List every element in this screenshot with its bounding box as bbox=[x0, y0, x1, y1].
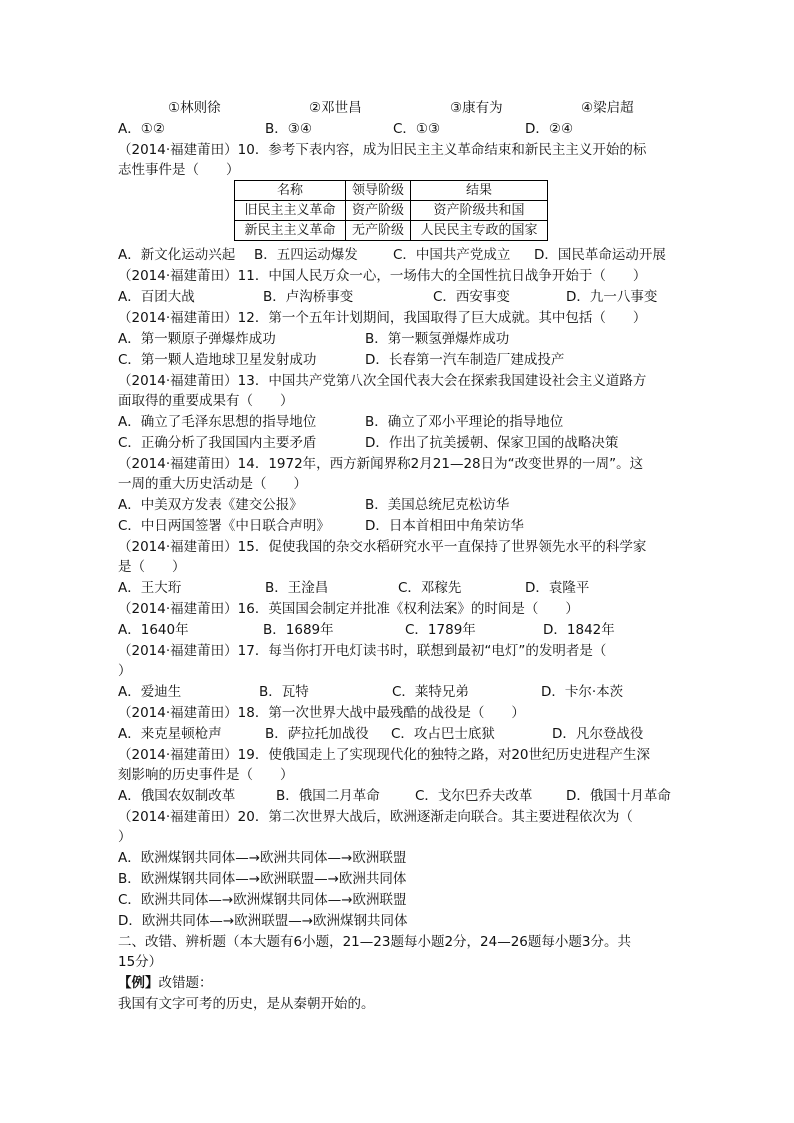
q10-stem-cont: 志性事件是（ ） bbox=[118, 162, 240, 178]
q17-option-b[interactable]: B．瓦特 bbox=[259, 684, 309, 700]
q20-option-a[interactable]: A．欧洲煤钢共同体—→欧洲共同体—→欧洲联盟 bbox=[118, 850, 407, 866]
table-cell: 人民民主专政的国家 bbox=[411, 221, 548, 241]
q18-option-d[interactable]: D．凡尔登战役 bbox=[552, 726, 644, 742]
q17-option-a[interactable]: A．爱迪生 bbox=[118, 684, 182, 700]
q14-option-d[interactable]: D．日本首相田中角荣访华 bbox=[365, 518, 524, 534]
q10-option-b[interactable]: B．五四运动爆发 bbox=[254, 247, 358, 263]
q13-option-a[interactable]: A．确立了毛泽东思想的指导地位 bbox=[118, 414, 317, 430]
example-text: 我国有文字可考的历史，是从秦朝开始的。 bbox=[118, 996, 375, 1012]
example-heading bbox=[118, 973, 213, 993]
table-header: 领导阶级 bbox=[346, 181, 411, 201]
q18-option-c[interactable]: C．攻占巴士底狱 bbox=[391, 726, 495, 742]
q11-option-b[interactable]: B．卢沟桥事变 bbox=[263, 289, 354, 305]
q19-option-d[interactable]: D．俄国十月革命 bbox=[566, 788, 671, 804]
q16-option-c[interactable]: C．1789年 bbox=[405, 622, 476, 638]
q14-stem: （2014·福建莆田）14．1972年，西方新闻界称2月21—28日为“改变世界的一周”。这 bbox=[118, 456, 644, 472]
q10-option-d[interactable]: D．国民革命运动开展 bbox=[534, 247, 666, 263]
q20-option-c[interactable]: C．欧洲共同体—→欧洲煤钢共同体—→欧洲联盟 bbox=[118, 892, 407, 908]
q12-option-c[interactable]: C．第一颗人造地球卫星发射成功 bbox=[118, 352, 317, 368]
q17-stem-cont: ） bbox=[118, 663, 132, 679]
q16-option-d[interactable]: D．1842年 bbox=[543, 622, 615, 638]
person-4: ④梁启超 bbox=[581, 100, 634, 116]
q12-option-b[interactable]: B．第一颗氢弹爆炸成功 bbox=[365, 331, 510, 347]
q20-option-d[interactable]: D．欧洲共同体—→欧洲联盟—→欧洲煤钢共同体 bbox=[118, 913, 408, 929]
q19-option-a[interactable]: A．俄国农奴制改革 bbox=[118, 788, 236, 804]
q9-option-d[interactable]: D．②④ bbox=[525, 121, 574, 137]
example-type: 改错题： bbox=[158, 975, 213, 991]
q12-option-a[interactable]: A．第一颗原子弹爆炸成功 bbox=[118, 331, 276, 347]
section-2-title: 二、改错、辨析题（本大题有6小题，21—23题每小题2分，24—26题每小题3分。共 bbox=[118, 934, 631, 950]
q15-option-a[interactable]: A．王大珩 bbox=[118, 580, 182, 596]
table-header: 结果 bbox=[411, 181, 548, 201]
q11-option-a[interactable]: A．百团大战 bbox=[118, 289, 195, 305]
q13-stem: （2014·福建莆田）13．中国共产党第八次全国代表大会在探索我国建设社会主义道路方 bbox=[118, 373, 647, 389]
q17-stem: （2014·福建莆田）17．每当你打开电灯读书时，联想到最初“电灯”的发明者是（ bbox=[118, 643, 607, 659]
q11-option-d[interactable]: D．九一八事变 bbox=[566, 289, 658, 305]
q15-stem-cont: 是（ ） bbox=[118, 559, 186, 575]
q18-option-b[interactable]: B．萨拉托加战役 bbox=[265, 726, 369, 742]
table-cell: 无产阶级 bbox=[346, 221, 411, 241]
q19-option-b[interactable]: B．俄国二月革命 bbox=[276, 788, 380, 804]
q20-option-b[interactable]: B．欧洲煤钢共同体—→欧洲联盟—→欧洲共同体 bbox=[118, 871, 407, 887]
q14-stem-cont: 一周的重大历史活动是（ ） bbox=[118, 476, 307, 492]
person-3: ③康有为 bbox=[450, 100, 503, 116]
q20-stem-cont: ） bbox=[118, 829, 132, 845]
q13-option-d[interactable]: D．作出了抗美援朝、保家卫国的战略决策 bbox=[365, 435, 619, 451]
q17-option-d[interactable]: D．卡尔·本茨 bbox=[541, 684, 624, 700]
q16-stem: （2014·福建莆田）16．英国国会制定并批准《权利法案》的时间是（ ） bbox=[118, 601, 579, 617]
q19-stem-cont: 刻影响的历史事件是（ ） bbox=[118, 767, 294, 783]
q14-option-c[interactable]: C．中日两国签署《中日联合声明》 bbox=[118, 518, 330, 534]
q10-stem: （2014·福建莆田）10．参考下表内容，成为旧民主主义革命结束和新民主主义开始的标 bbox=[118, 142, 647, 158]
q10-option-c[interactable]: C．中国共产党成立 bbox=[393, 247, 511, 263]
q9-option-c[interactable]: C．①③ bbox=[393, 121, 441, 137]
q14-option-a[interactable]: A．中美双方发表《建交公报》 bbox=[118, 497, 303, 513]
q19-stem: （2014·福建莆田）19．使俄国走上了实现现代化的独特之路，对20世纪历史进程产生深 bbox=[118, 747, 651, 763]
q16-option-b[interactable]: B．1689年 bbox=[263, 622, 334, 638]
example-label: 【例】 bbox=[118, 975, 159, 991]
table-cell: 资产阶级 bbox=[346, 201, 411, 221]
table-row bbox=[235, 201, 548, 221]
table-cell: 新民主主义革命 bbox=[235, 221, 346, 241]
q14-option-b[interactable]: B．美国总统尼克松访华 bbox=[365, 497, 510, 513]
q15-stem: （2014·福建莆田）15．促使我国的杂交水稻研究水平一直保持了世界领先水平的科学家 bbox=[118, 539, 647, 555]
q11-stem: （2014·福建莆田）11．中国人民万众一心，一场伟大的全国性抗日战争开始于（ ） bbox=[118, 268, 647, 284]
revolution-table bbox=[234, 180, 548, 241]
q10-option-a[interactable]: A．新文化运动兴起 bbox=[118, 247, 236, 263]
q13-stem-cont: 面取得的重要成果有（ ） bbox=[118, 393, 294, 409]
q20-stem: （2014·福建莆田）20．第二次世界大战后，欧洲逐渐走向联合。其主要进程依次为（ bbox=[118, 809, 633, 825]
q16-option-a[interactable]: A．1640年 bbox=[118, 622, 189, 638]
q11-option-c[interactable]: C．西安事变 bbox=[433, 289, 510, 305]
q12-stem: （2014·福建莆田）12．第一个五年计划期间，我国取得了巨大成就。其中包括（ ） bbox=[118, 310, 647, 326]
q12-option-d[interactable]: D．长春第一汽车制造厂建成投产 bbox=[365, 352, 565, 368]
q13-option-c[interactable]: C．正确分析了我国国内主要矛盾 bbox=[118, 435, 317, 451]
q15-option-d[interactable]: D．袁隆平 bbox=[525, 580, 590, 596]
person-2: ②邓世昌 bbox=[309, 100, 362, 116]
q15-option-b[interactable]: B．王淦昌 bbox=[265, 580, 329, 596]
table-header-row bbox=[235, 181, 548, 201]
table-cell: 资产阶级共和国 bbox=[411, 201, 548, 221]
table-row bbox=[235, 221, 548, 241]
q9-option-a[interactable]: A．①② bbox=[118, 121, 165, 137]
q15-option-c[interactable]: C．邓稼先 bbox=[398, 580, 462, 596]
table-cell: 旧民主主义革命 bbox=[235, 201, 346, 221]
q9-option-b[interactable]: B．③④ bbox=[265, 121, 312, 137]
q13-option-b[interactable]: B．确立了邓小平理论的指导地位 bbox=[365, 414, 564, 430]
person-1: ①林则徐 bbox=[168, 100, 221, 116]
q18-option-a[interactable]: A．来克星顿枪声 bbox=[118, 726, 222, 742]
q18-stem: （2014·福建莆田）18．第一次世界大战中最残酷的战役是（ ） bbox=[118, 705, 525, 721]
q19-option-c[interactable]: C．戈尔巴乔夫改革 bbox=[415, 788, 533, 804]
section-2-title-cont: 15分） bbox=[118, 954, 163, 970]
table-header: 名称 bbox=[235, 181, 346, 201]
q17-option-c[interactable]: C．莱特兄弟 bbox=[392, 684, 469, 700]
